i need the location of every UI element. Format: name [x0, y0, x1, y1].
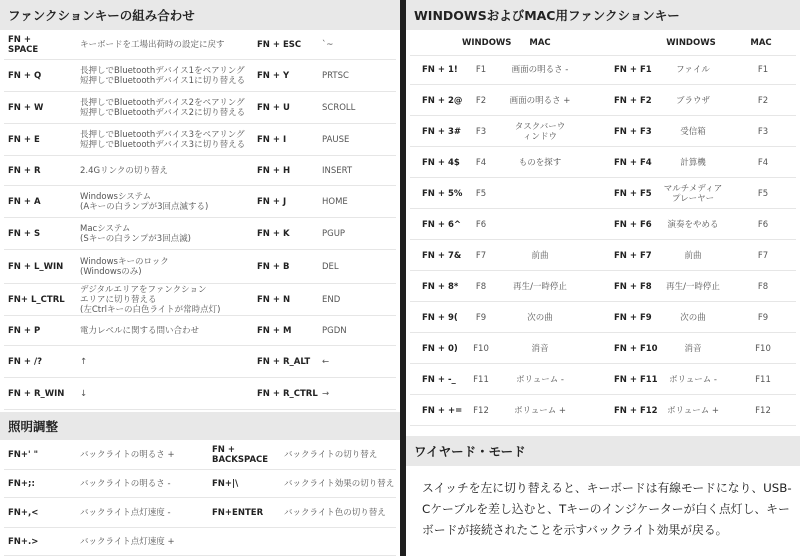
mac-function: F9 — [757, 312, 769, 323]
windows-function: 演奏をやめる — [667, 219, 719, 230]
function-keys-title: ファンクションキーの組み合わせ — [8, 8, 195, 23]
lighting-key-label: FN+.> — [8, 537, 39, 547]
windows-function: F10 — [473, 343, 489, 354]
lighting-key-label: FN+;: — [8, 479, 35, 489]
lighting-key-label: FN+' " — [8, 450, 39, 460]
win-mac-key-label: FN + 3# — [422, 126, 461, 137]
mac-function: F4 — [757, 157, 769, 168]
mac-function: F3 — [757, 126, 769, 137]
win-mac-key-label: FN + 2@ — [422, 95, 463, 106]
fn-key-description: 長押しでBluetoothデバイス2をペアリング 短押しでBluetoothデバイス2に切り替える — [80, 98, 246, 118]
col-mac-label-2: MAC — [750, 38, 772, 48]
windows-function: 消音 — [684, 343, 702, 354]
wired-header — [406, 436, 800, 466]
win-mac-key-label: FN + F7 — [614, 250, 652, 261]
lighting-key-label: FN+ENTER — [212, 508, 264, 518]
mac-function: 画面の明るさ + — [509, 95, 571, 106]
lighting-row — [0, 498, 400, 528]
fn-key-label: FN + P — [8, 326, 41, 336]
win-mac-row — [406, 209, 800, 240]
win-mac-row — [406, 85, 800, 116]
windows-function: ボリューム + — [666, 405, 720, 416]
lighting-key-label: FN+,< — [8, 508, 39, 518]
right-panel — [406, 0, 800, 556]
lighting-description: バックライト点灯速度 + — [80, 537, 175, 547]
fn-key-label: FN + Y — [257, 71, 290, 81]
fn-key-description: 長押しでBluetoothデバイス1をペアリング 短押しでBluetoothデバイス1に切り替える — [80, 66, 246, 86]
win-mac-row — [406, 54, 800, 85]
fn-key-description: PGUP — [322, 229, 346, 239]
fn-key-description: INSERT — [322, 166, 353, 176]
win-mac-key-label: FN + 1! — [422, 64, 458, 75]
win-mac-key-label: FN + F3 — [614, 126, 652, 137]
fn-key-description: ↓ — [80, 389, 88, 399]
function-key-row — [0, 250, 400, 284]
fn-key-description: DEL — [322, 262, 339, 272]
function-keys-header — [0, 0, 400, 30]
win-mac-row — [406, 116, 800, 147]
function-key-row — [0, 124, 400, 156]
fn-key-label: FN + I — [257, 135, 287, 145]
win-mac-row — [406, 364, 800, 395]
col-windows-label-2: WINDOWS — [666, 38, 716, 48]
fn-key-description: デジタルエリアをファンクション エリアに切り替える (左Ctrlキーの白色ライトが常時点灯) — [80, 285, 221, 315]
lighting-key-label: FN+|\ — [212, 479, 239, 489]
col-windows-label-1: WINDOWS — [462, 38, 512, 48]
win-mac-row — [406, 240, 800, 271]
windows-function: 計算機 — [680, 157, 706, 168]
win-mac-row — [406, 302, 800, 333]
windows-function: F2 — [475, 95, 487, 106]
fn-key-description: SCROLL — [322, 103, 356, 113]
mac-function: F5 — [757, 188, 769, 199]
lighting-row — [0, 470, 400, 498]
fn-key-label: FN + /? — [8, 357, 42, 367]
win-mac-key-label: FN + 7& — [422, 250, 462, 261]
function-key-row — [0, 60, 400, 92]
fn-key-description: `~ — [322, 40, 334, 50]
win-mac-title: WINDOWSおよびMAC用ファンクションキー — [414, 8, 680, 23]
function-key-row — [0, 30, 400, 60]
win-mac-key-label: FN + 6^ — [422, 219, 461, 230]
mac-function: F8 — [757, 281, 769, 292]
fn-key-description: PRTSC — [322, 71, 349, 81]
fn-key-label: FN + R_CTRL — [257, 389, 318, 399]
fn-key-description: PAUSE — [322, 135, 350, 145]
win-mac-key-label: FN + F12 — [614, 405, 658, 416]
fn-key-label: FN + R — [8, 166, 41, 176]
win-mac-row — [406, 147, 800, 178]
win-mac-key-label: FN + 8* — [422, 281, 459, 292]
mac-function: 画面の明るさ - — [511, 64, 569, 75]
fn-key-description: 電力レベルに関する問い合わせ — [80, 326, 200, 336]
mac-function: 再生/一時停止 — [513, 281, 567, 292]
lighting-description: バックライトの明るさ - — [80, 479, 171, 489]
lighting-key-label: FN + BACKSPACE — [212, 445, 269, 465]
win-mac-key-label: FN + F8 — [614, 281, 652, 292]
fn-key-description: PGDN — [322, 326, 347, 336]
fn-key-label: FN+ L_CTRL — [8, 295, 65, 305]
fn-key-description: 2.4Gリンクの切り替え — [80, 166, 168, 176]
fn-key-description: Macシステム (Sキーの白ランプが3回点滅) — [80, 224, 191, 244]
fn-key-label: FN + L_WIN — [8, 262, 64, 272]
fn-key-description: END — [322, 295, 341, 305]
wired-title: ワイヤード・モード — [414, 444, 526, 459]
function-key-row — [0, 316, 400, 346]
win-mac-row — [406, 271, 800, 302]
win-mac-key-label: FN + F4 — [614, 157, 652, 168]
lighting-description: バックライト点灯速度 - — [80, 508, 171, 518]
mac-function: 次の曲 — [527, 312, 553, 323]
win-mac-key-label: FN + 4$ — [422, 157, 460, 168]
function-key-row — [0, 346, 400, 378]
fn-key-description: → — [322, 389, 330, 399]
fn-key-label: FN + Q — [8, 71, 42, 81]
fn-key-label: FN + K — [257, 229, 290, 239]
lighting-row — [0, 528, 400, 556]
fn-key-description: キーボードを工場出荷時の設定に戻す — [80, 40, 225, 50]
fn-key-label: FN + ESC — [257, 40, 302, 50]
windows-function: F3 — [475, 126, 487, 137]
win-mac-key-label: FN + 9( — [422, 312, 458, 323]
win-mac-key-label: FN + F6 — [614, 219, 652, 230]
fn-key-label: FN + S — [8, 229, 41, 239]
lighting-description: バックライト効果の切り替え — [284, 479, 395, 489]
win-mac-key-label: FN + F11 — [614, 374, 658, 385]
win-mac-key-label: FN + -_ — [422, 374, 456, 385]
wired-mode-description: スイッチを左に切り替えると、キーボードは有線モードになり、USB-Cケーブルを差し込むと、Tキーのインジケーターが白く点灯し、キーボードが接続されたことを示すバックライト効果が戻る。 — [422, 481, 792, 537]
win-mac-row — [406, 395, 800, 426]
fn-key-label: FN + R_ALT — [257, 357, 311, 367]
windows-function: マルチメディア プレーヤー — [663, 183, 723, 204]
win-mac-key-label: FN + F9 — [614, 312, 652, 323]
windows-function: 次の曲 — [680, 312, 706, 323]
fn-key-label: FN + M — [257, 326, 292, 336]
fn-key-label: FN + N — [257, 295, 291, 305]
win-mac-column-header — [406, 30, 800, 56]
win-mac-header — [406, 0, 800, 30]
function-key-row — [0, 92, 400, 124]
windows-function: 受信箱 — [680, 126, 706, 137]
win-mac-key-label: FN + F5 — [614, 188, 652, 199]
windows-function: F5 — [475, 188, 487, 199]
lighting-description: バックライトの明るさ + — [80, 450, 175, 460]
function-key-row — [0, 156, 400, 186]
mac-function: 前曲 — [531, 250, 549, 261]
fn-key-label: FN + SPACE — [8, 35, 39, 55]
win-mac-row — [406, 178, 800, 209]
windows-function: F6 — [475, 219, 487, 230]
win-mac-key-label: FN + F10 — [614, 343, 658, 354]
fn-key-label: FN + J — [257, 197, 287, 207]
fn-key-label: FN + E — [8, 135, 40, 145]
fn-key-description: HOME — [322, 197, 348, 207]
mac-function: タスクバーウ ィンドウ — [514, 121, 566, 142]
mac-function: F2 — [757, 95, 769, 106]
fn-key-description: ← — [322, 357, 330, 367]
mac-function: F10 — [755, 343, 771, 354]
mac-function: F6 — [757, 219, 769, 230]
mac-function: ボリューム - — [515, 374, 564, 385]
mac-function: F12 — [755, 405, 771, 416]
windows-function: F9 — [475, 312, 487, 323]
col-mac-label-1: MAC — [529, 38, 551, 48]
win-mac-row — [406, 333, 800, 364]
mac-function: ものを探す — [518, 157, 562, 168]
fn-key-description: ↑ — [80, 357, 88, 367]
windows-function: F12 — [473, 405, 489, 416]
lighting-description: バックライト色の切り替え — [284, 508, 386, 518]
mac-function: F1 — [757, 64, 769, 75]
fn-key-label: FN + H — [257, 166, 291, 176]
windows-function: F1 — [475, 64, 487, 75]
fn-key-description: Windowsシステム (Aキーの白ランプが3回点滅する) — [80, 192, 209, 212]
windows-function: 再生/一時停止 — [666, 281, 720, 292]
fn-key-label: FN + A — [8, 197, 41, 207]
mac-function: F11 — [755, 374, 771, 385]
win-mac-key-label: FN + 5% — [422, 188, 463, 199]
win-mac-key-label: FN + 0) — [422, 343, 458, 354]
fn-key-description: Windowsキーのロック (Windowsのみ) — [80, 257, 169, 277]
lighting-row — [0, 440, 400, 470]
mac-function: 消音 — [531, 343, 549, 354]
windows-function: ファイル — [676, 64, 710, 75]
lighting-description: バックライトの切り替え — [284, 450, 378, 460]
function-key-row — [0, 218, 400, 250]
windows-function: 前曲 — [684, 250, 702, 261]
mac-function: F7 — [757, 250, 769, 261]
windows-function: F11 — [473, 374, 489, 385]
windows-function: ブラウザ — [675, 95, 710, 106]
fn-key-label: FN + B — [257, 262, 290, 272]
lighting-header — [0, 412, 400, 440]
mac-function: ボリューム + — [513, 405, 567, 416]
win-mac-key-label: FN + F1 — [614, 64, 652, 75]
fn-key-label: FN + R_WIN — [8, 389, 65, 399]
function-key-row — [0, 284, 400, 316]
fn-key-label: FN + W — [8, 103, 44, 113]
lighting-title: 照明調整 — [8, 419, 59, 434]
function-key-row — [0, 186, 400, 218]
fn-key-label: FN + U — [257, 103, 290, 113]
windows-function: F4 — [475, 157, 487, 168]
windows-function: F8 — [475, 281, 487, 292]
function-key-row — [0, 378, 400, 410]
windows-function: ボリューム - — [668, 374, 717, 385]
win-mac-key-label: FN + F2 — [614, 95, 652, 106]
windows-function: F7 — [475, 250, 487, 261]
fn-key-description: 長押しでBluetoothデバイス3をペアリング 短押しでBluetoothデバイス3に切り替える — [80, 130, 246, 150]
win-mac-key-label: FN + += — [422, 405, 463, 416]
